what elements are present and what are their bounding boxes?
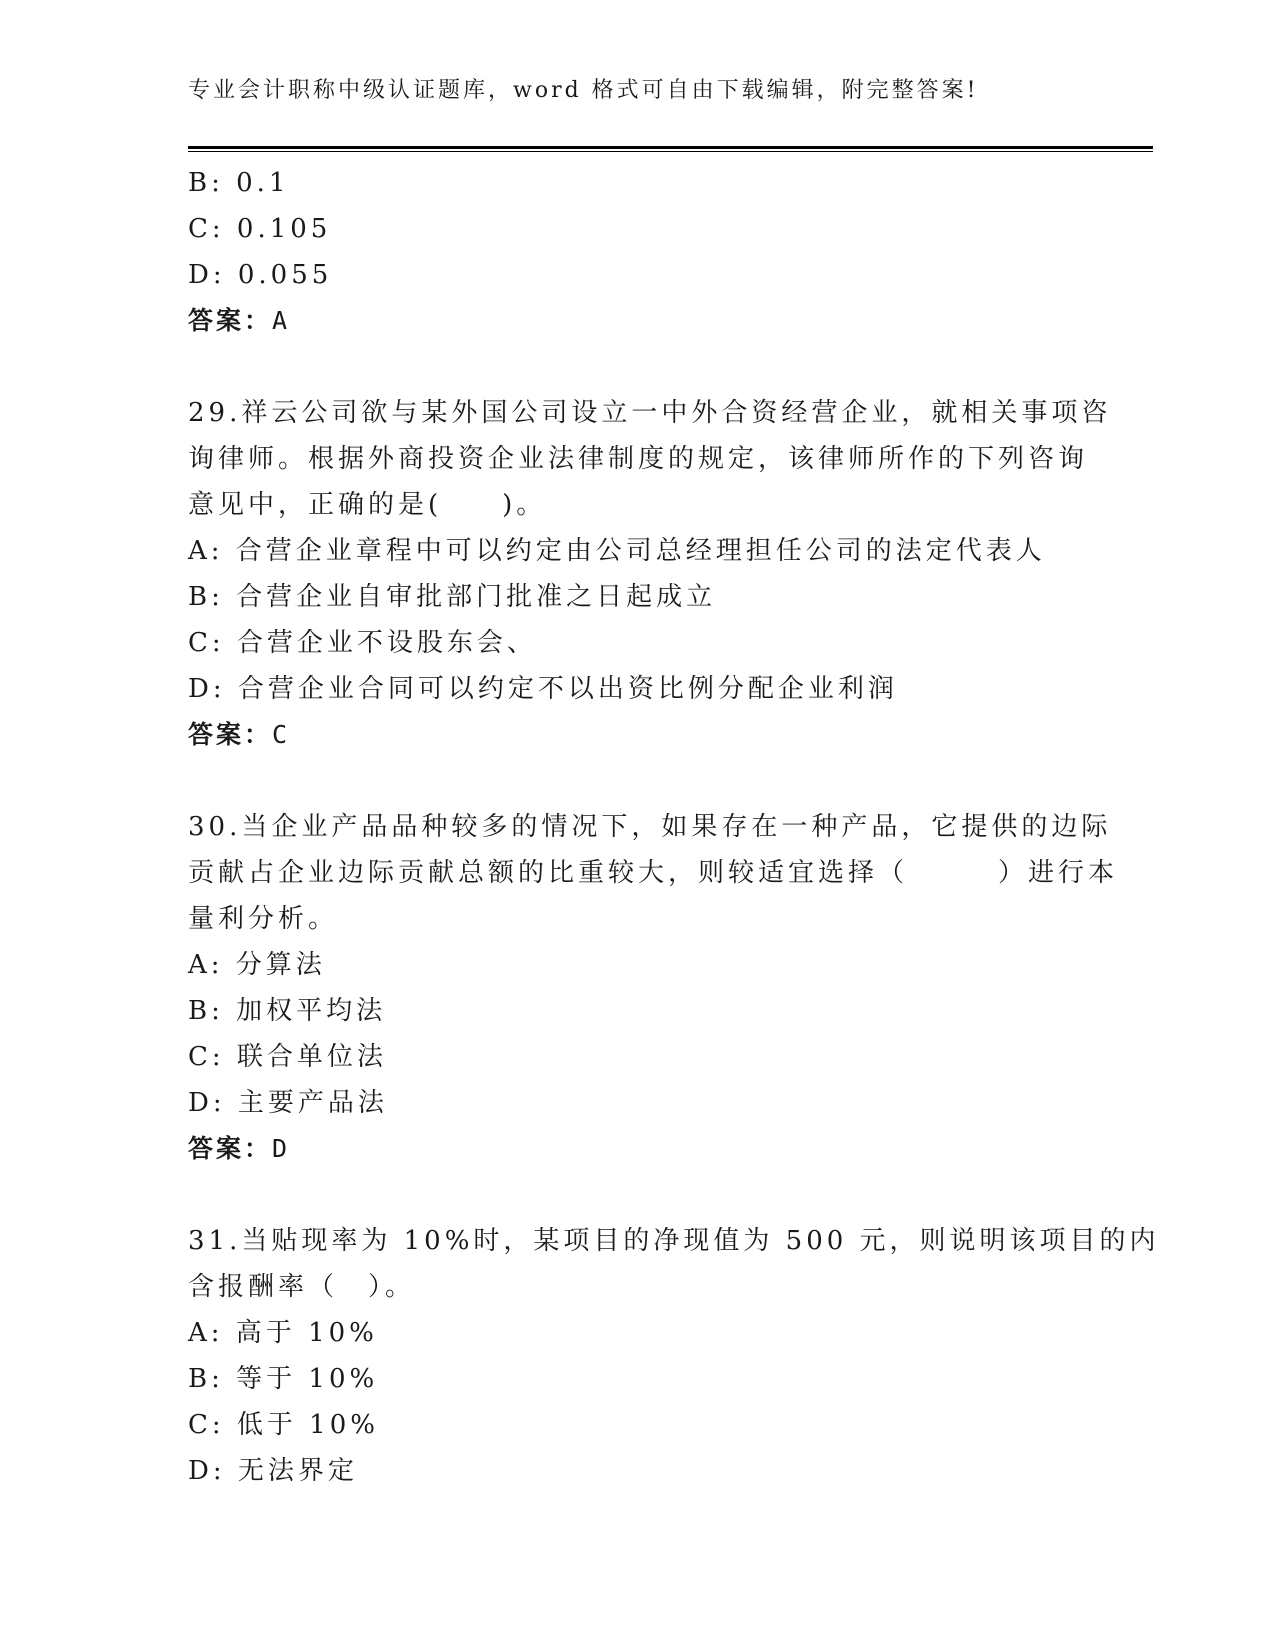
spacer <box>188 344 1088 390</box>
option-c: C: 合营企业不设股东会、 <box>188 628 537 658</box>
option-d: D: 0.055 <box>188 260 333 290</box>
question-stem-line: 30.当企业产品品种较多的情况下，如果存在一种产品，它提供的边际 <box>188 812 1112 842</box>
option-d: D: 无法界定 <box>188 1456 358 1486</box>
option-b: B: 合营企业自审批部门批准之日起成立 <box>188 582 717 612</box>
option-b: B: 0.1 <box>188 168 290 198</box>
option-a: A: 合营企业章程中可以约定由公司总经理担任公司的法定代表人 <box>188 536 1046 566</box>
question-30 <box>188 804 1119 1172</box>
question-stem-line: 询律师。根据外商投资企业法律制度的规定，该律师所作的下列咨询 <box>188 444 1089 474</box>
question-stem-line: 量利分析。 <box>188 904 339 934</box>
answer-line <box>188 1126 1088 1172</box>
prev-question <box>188 160 1088 344</box>
question-31 <box>188 1218 1160 1494</box>
option-a: A: 分算法 <box>188 950 326 980</box>
answer-line <box>188 712 1088 758</box>
question-stem-line: 贡献占企业边际贡献总额的比重较大，则较适宜选择（ ）进行本 <box>188 858 1119 888</box>
option-c: C: 低于 10% <box>188 1410 379 1440</box>
question-stem-line: 意见中，正确的是( )。 <box>188 490 547 520</box>
spacer <box>188 758 1088 804</box>
option-d: D: 主要产品法 <box>188 1088 388 1118</box>
question-stem-line: 31.当贴现率为 10%时，某项目的净现值为 500 元，则说明该项目的内 <box>188 1226 1160 1256</box>
answer-label: 答案： <box>188 720 273 749</box>
answer-label: 答案： <box>188 306 273 335</box>
question-stem-line: 含报酬率（ ）。 <box>188 1272 416 1302</box>
answer-value: A <box>272 306 291 335</box>
question-29 <box>188 390 1112 758</box>
header-divider-thin <box>188 151 1153 152</box>
option-a: A: 高于 10% <box>188 1318 378 1348</box>
option-c: C: 0.105 <box>188 214 332 244</box>
question-stem-line: 29.祥云公司欲与某外国公司设立一中外合资经营企业，就相关事项咨 <box>188 398 1112 428</box>
answer-label: 答案： <box>188 1134 273 1163</box>
option-b: B: 加权平均法 <box>188 996 387 1026</box>
spacer <box>188 1172 1088 1218</box>
document-body <box>188 160 1160 1494</box>
answer-line <box>188 298 1088 344</box>
answer-value: D <box>272 1134 291 1163</box>
answer-value: C <box>272 720 291 749</box>
option-d: D: 合营企业合同可以约定不以出资比例分配企业利润 <box>188 674 898 704</box>
header-divider-thick <box>188 146 1153 149</box>
page-header: 专业会计职称中级认证题库，word 格式可自由下载编辑，附完整答案! <box>188 78 979 103</box>
option-c: C: 联合单位法 <box>188 1042 387 1072</box>
option-b: B: 等于 10% <box>188 1364 379 1394</box>
